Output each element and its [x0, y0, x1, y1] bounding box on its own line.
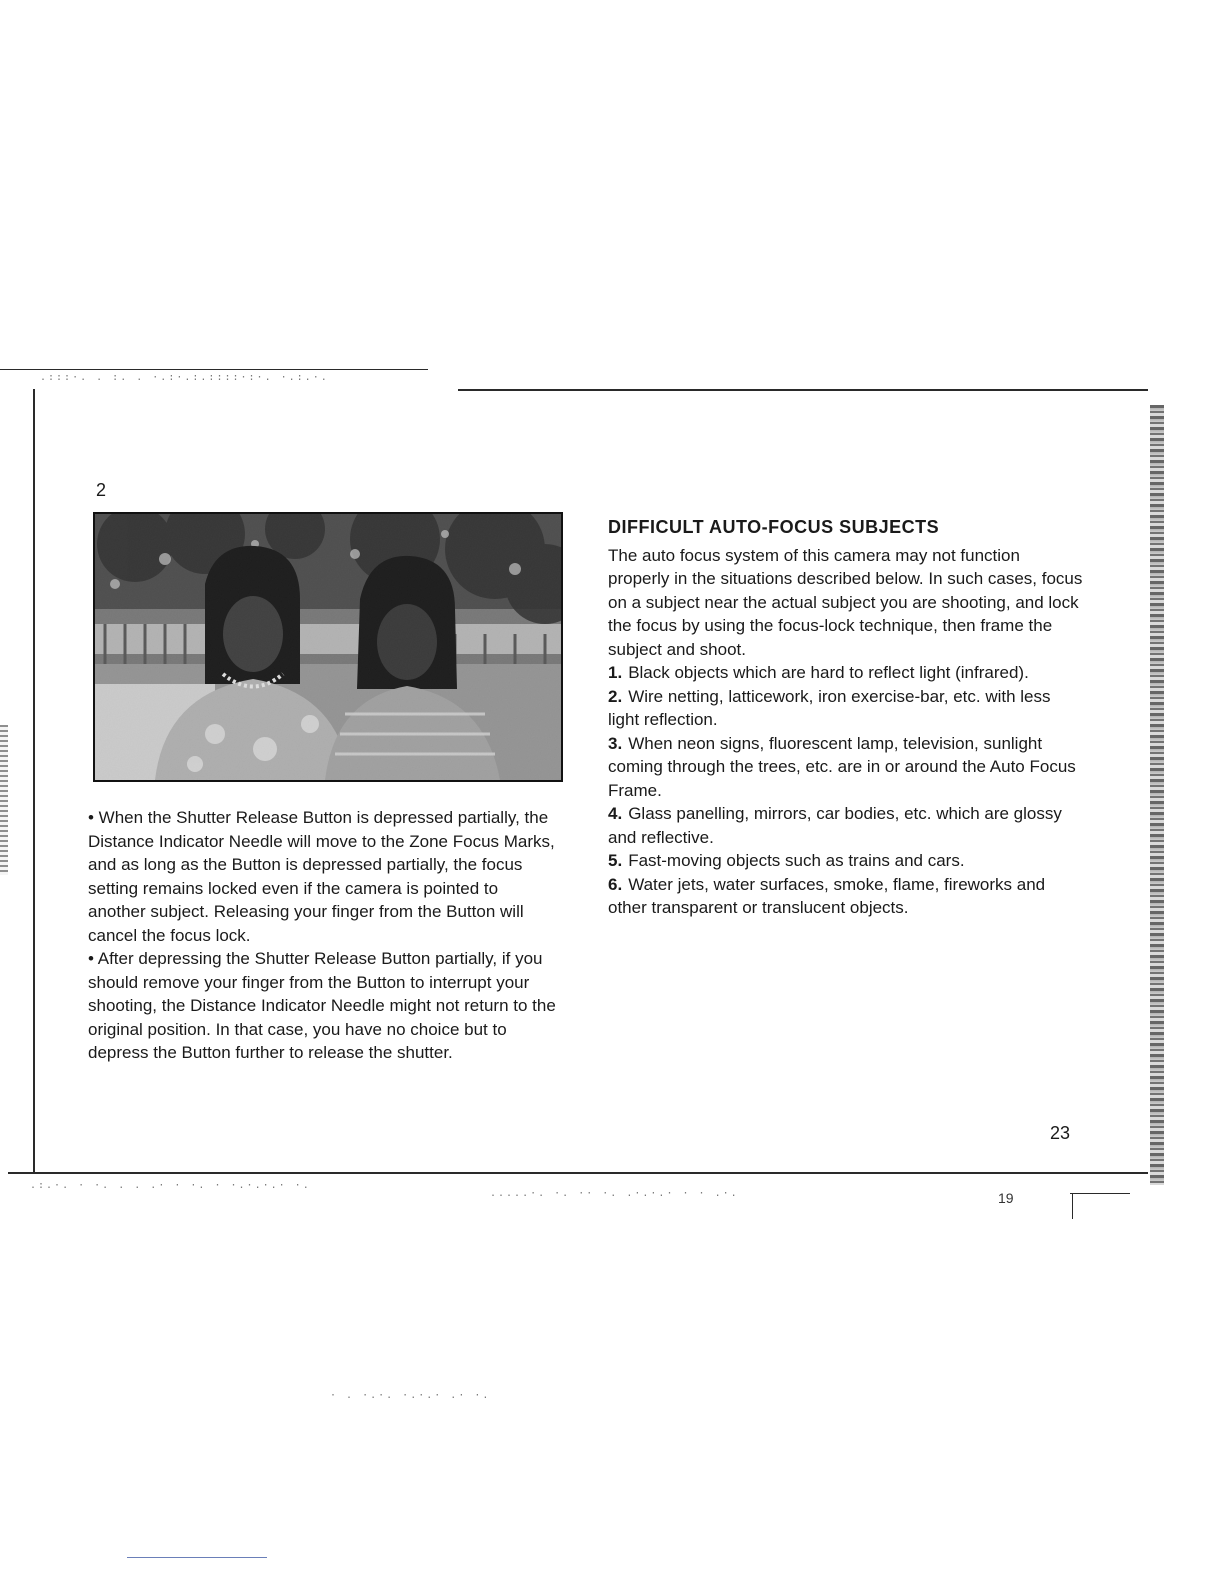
list-item [608, 685, 1086, 732]
scan-speck-bottom-2: .....·. ·. ·· ·. .·.·.· · · .·. [490, 1188, 739, 1199]
list-item [608, 732, 1086, 803]
scan-right-edge [1150, 405, 1164, 1185]
intro-paragraph: The auto focus system of this camera may not function properly in the situations described below. In such cases, focus on a subject near the actual subject you are shooting, and lock the focus by using the focus-lock technique, then frame the subject and shoot. [608, 545, 1083, 659]
footer-underline [127, 1557, 267, 1558]
bottom-rule-right [1070, 1193, 1130, 1194]
scan-speck-lower: · . ·.·. ·.·.· .· ·. [330, 1390, 491, 1401]
bottom-rule [8, 1172, 1148, 1174]
page-number: 23 [1050, 1123, 1071, 1143]
footer-mark: 19 [998, 1190, 1014, 1206]
right-column [608, 516, 1086, 920]
list-item-text: Water jets, water surfaces, smoke, flame, fireworks and other transparent or translucent objects. [608, 874, 1046, 917]
figure-photo [93, 512, 563, 782]
photo-two-women-portrait-icon [95, 514, 561, 780]
section-heading: DIFFICULT AUTO-FOCUS SUBJECTS [608, 517, 940, 537]
list-item-number: 1. [608, 663, 623, 682]
scan-left-edge [0, 725, 8, 875]
left-column [88, 806, 558, 1065]
list-item-number: 6. [608, 874, 623, 894]
left-border [33, 389, 35, 1174]
bottom-tick [1072, 1193, 1073, 1219]
list-item-text: Fast-moving objects such as trains and cars. [628, 851, 965, 870]
list-item-number: 3. [608, 733, 623, 753]
list-item-text: When neon signs, fluorescent lamp, television, sunlight coming through the trees, etc. are in or around the Auto Focus Frame. [608, 733, 1076, 800]
list-item-number: 5. [608, 851, 623, 870]
top-rule-left [0, 369, 428, 370]
list-item-number: 2. [608, 686, 623, 706]
bullet-paragraph-needle-return: • After depressing the Shutter Release Button partially, if you should remove your finger from the Button to interrupt your shooting, the Distance Indicator Needle might not return to the original position. In that case, you have no choice but to depress the Button further to release the shutter. [88, 949, 556, 1062]
list-item-text: Wire netting, latticework, iron exercise-bar, etc. with less light reflection. [608, 686, 1051, 729]
list-item-text: Black objects which are hard to reflect light (infrared). [628, 663, 1029, 682]
list-item [608, 849, 1086, 873]
list-item [608, 873, 1086, 920]
list-item-number: 4. [608, 804, 623, 823]
list-item [608, 661, 1086, 685]
figure-number: 2 [96, 480, 107, 500]
scan-speck-bottom: .:.·. · ·. . . .· · ·. · ·.·.·.· ·. [30, 1180, 311, 1191]
bullet-paragraph-focus-lock: • When the Shutter Release Button is depressed partially, the Distance Indicator Needle will move to the Zone Focus Marks, and as long as the Button is depressed partially, the focus setting remains locked even if the camera is pointed to another subject. Releasing your finger from the Button will cancel the focus lock. [88, 808, 555, 945]
scan-speck-top: .:::·. . :. . ·.:·.:.::::·:·. ·.:.·. [40, 372, 329, 383]
list-item-text: Glass panelling, mirrors, car bodies, etc. which are glossy and reflective. [608, 804, 1062, 847]
list-item [608, 802, 1086, 849]
top-rule-right [458, 389, 1148, 391]
